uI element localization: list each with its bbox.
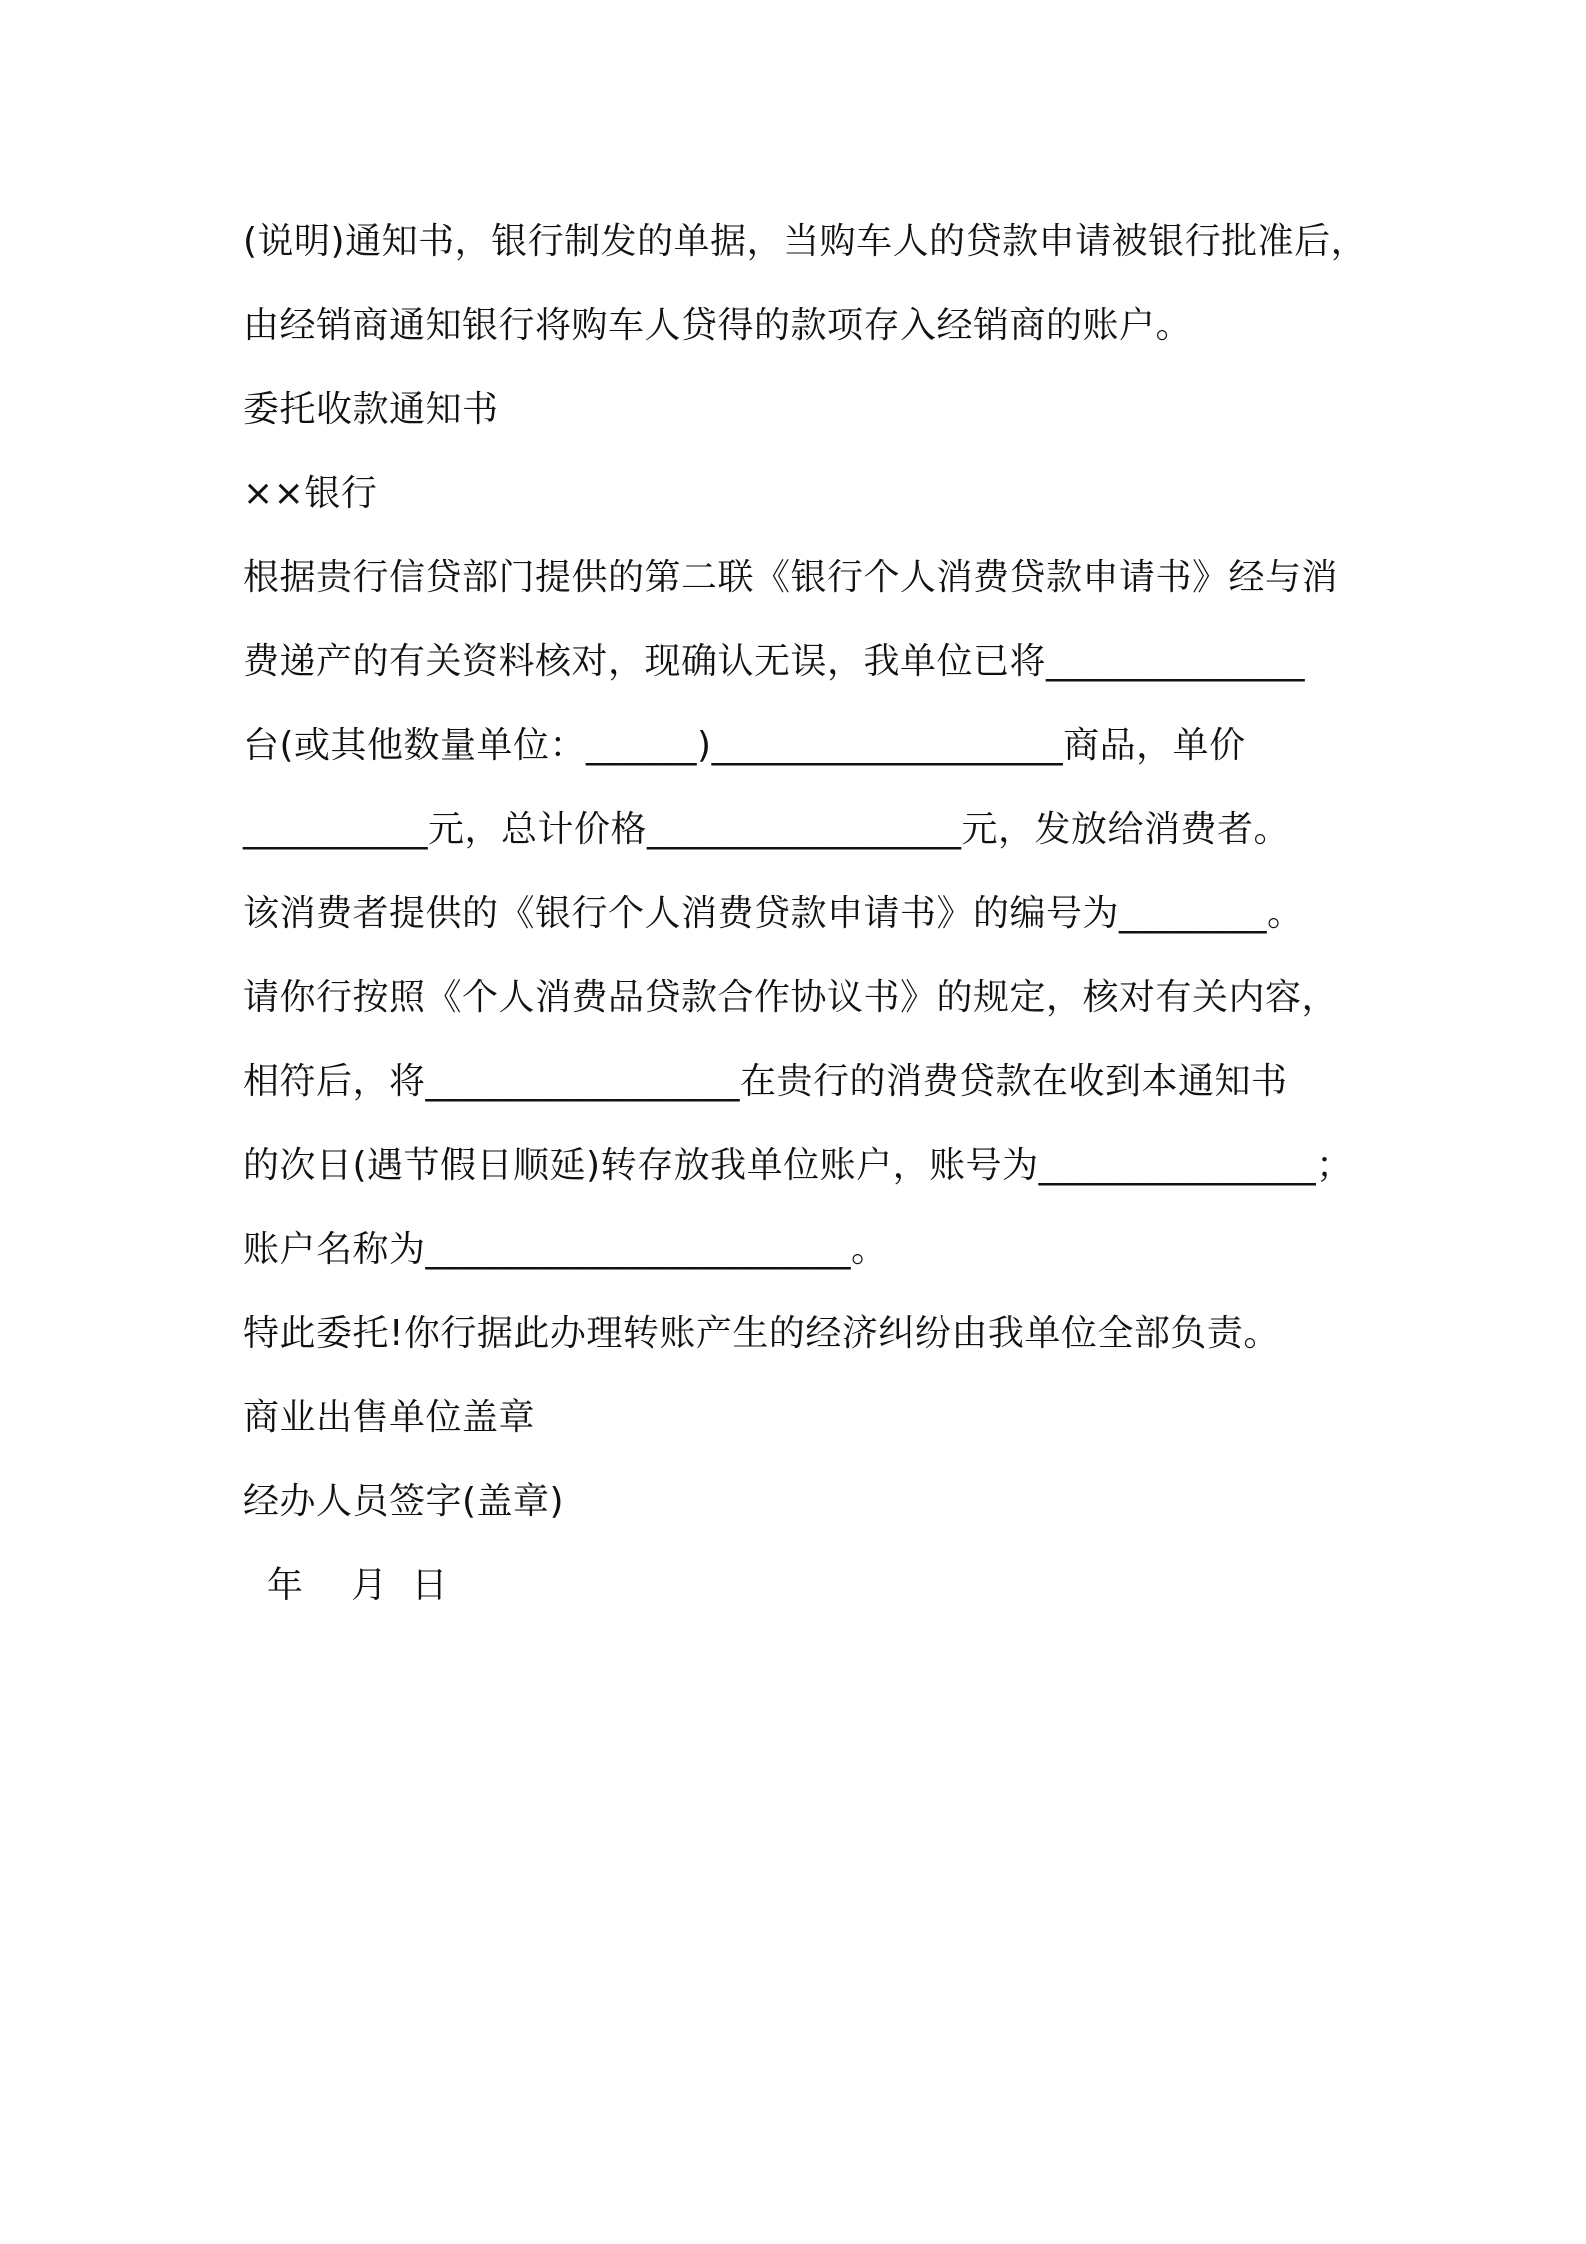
body-line-8: 的次日(遇节假日顺延)转存放我单位账户，账号为_______________； [243, 1145, 1353, 1186]
body-line-9: 账户名称为_______________________。 [243, 1229, 888, 1270]
body-line-2: 费递产的有关资料核对，现确认无误，我单位已将______________ [243, 641, 1306, 682]
body-line-7: 相符后，将_________________在贵行的消费贷款在收到本通知书 [243, 1061, 1288, 1102]
date-line: 年 月 日 [243, 1565, 449, 1606]
body-line-5: 该消费者提供的《银行个人消费贷款申请书》的编号为________。 [243, 893, 1304, 934]
intro-line-2: 由经销商通知银行将购车人贷得的款项存入经销商的账户。 [243, 305, 1193, 346]
body-line-6: 请你行按照《个人消费品贷款合作协议书》的规定，核对有关内容， [243, 977, 1339, 1018]
signature-line: 经办人员签字(盖章) [243, 1481, 565, 1522]
document-body [243, 200, 1368, 1628]
body-line-3: 台(或其他数量单位：______)___________________商品，单价 [243, 725, 1246, 766]
body-line-4: __________元，总计价格_________________元，发放给消费者。 [243, 809, 1291, 850]
bank-recipient: ××银行 [243, 473, 378, 514]
body-line-1: 根据贵行信贷部门提供的第二联《银行个人消费贷款申请书》经与消 [243, 557, 1339, 598]
notice-title: 委托收款通知书 [243, 389, 499, 430]
body-line-10: 特此委托!你行据此办理转账产生的经济纠纷由我单位全部负责。 [243, 1313, 1280, 1354]
intro-line-1: (说明)通知书，银行制发的单据，当购车人的贷款申请被银行批准后， [243, 221, 1368, 262]
seal-line: 商业出售单位盖章 [243, 1397, 536, 1438]
